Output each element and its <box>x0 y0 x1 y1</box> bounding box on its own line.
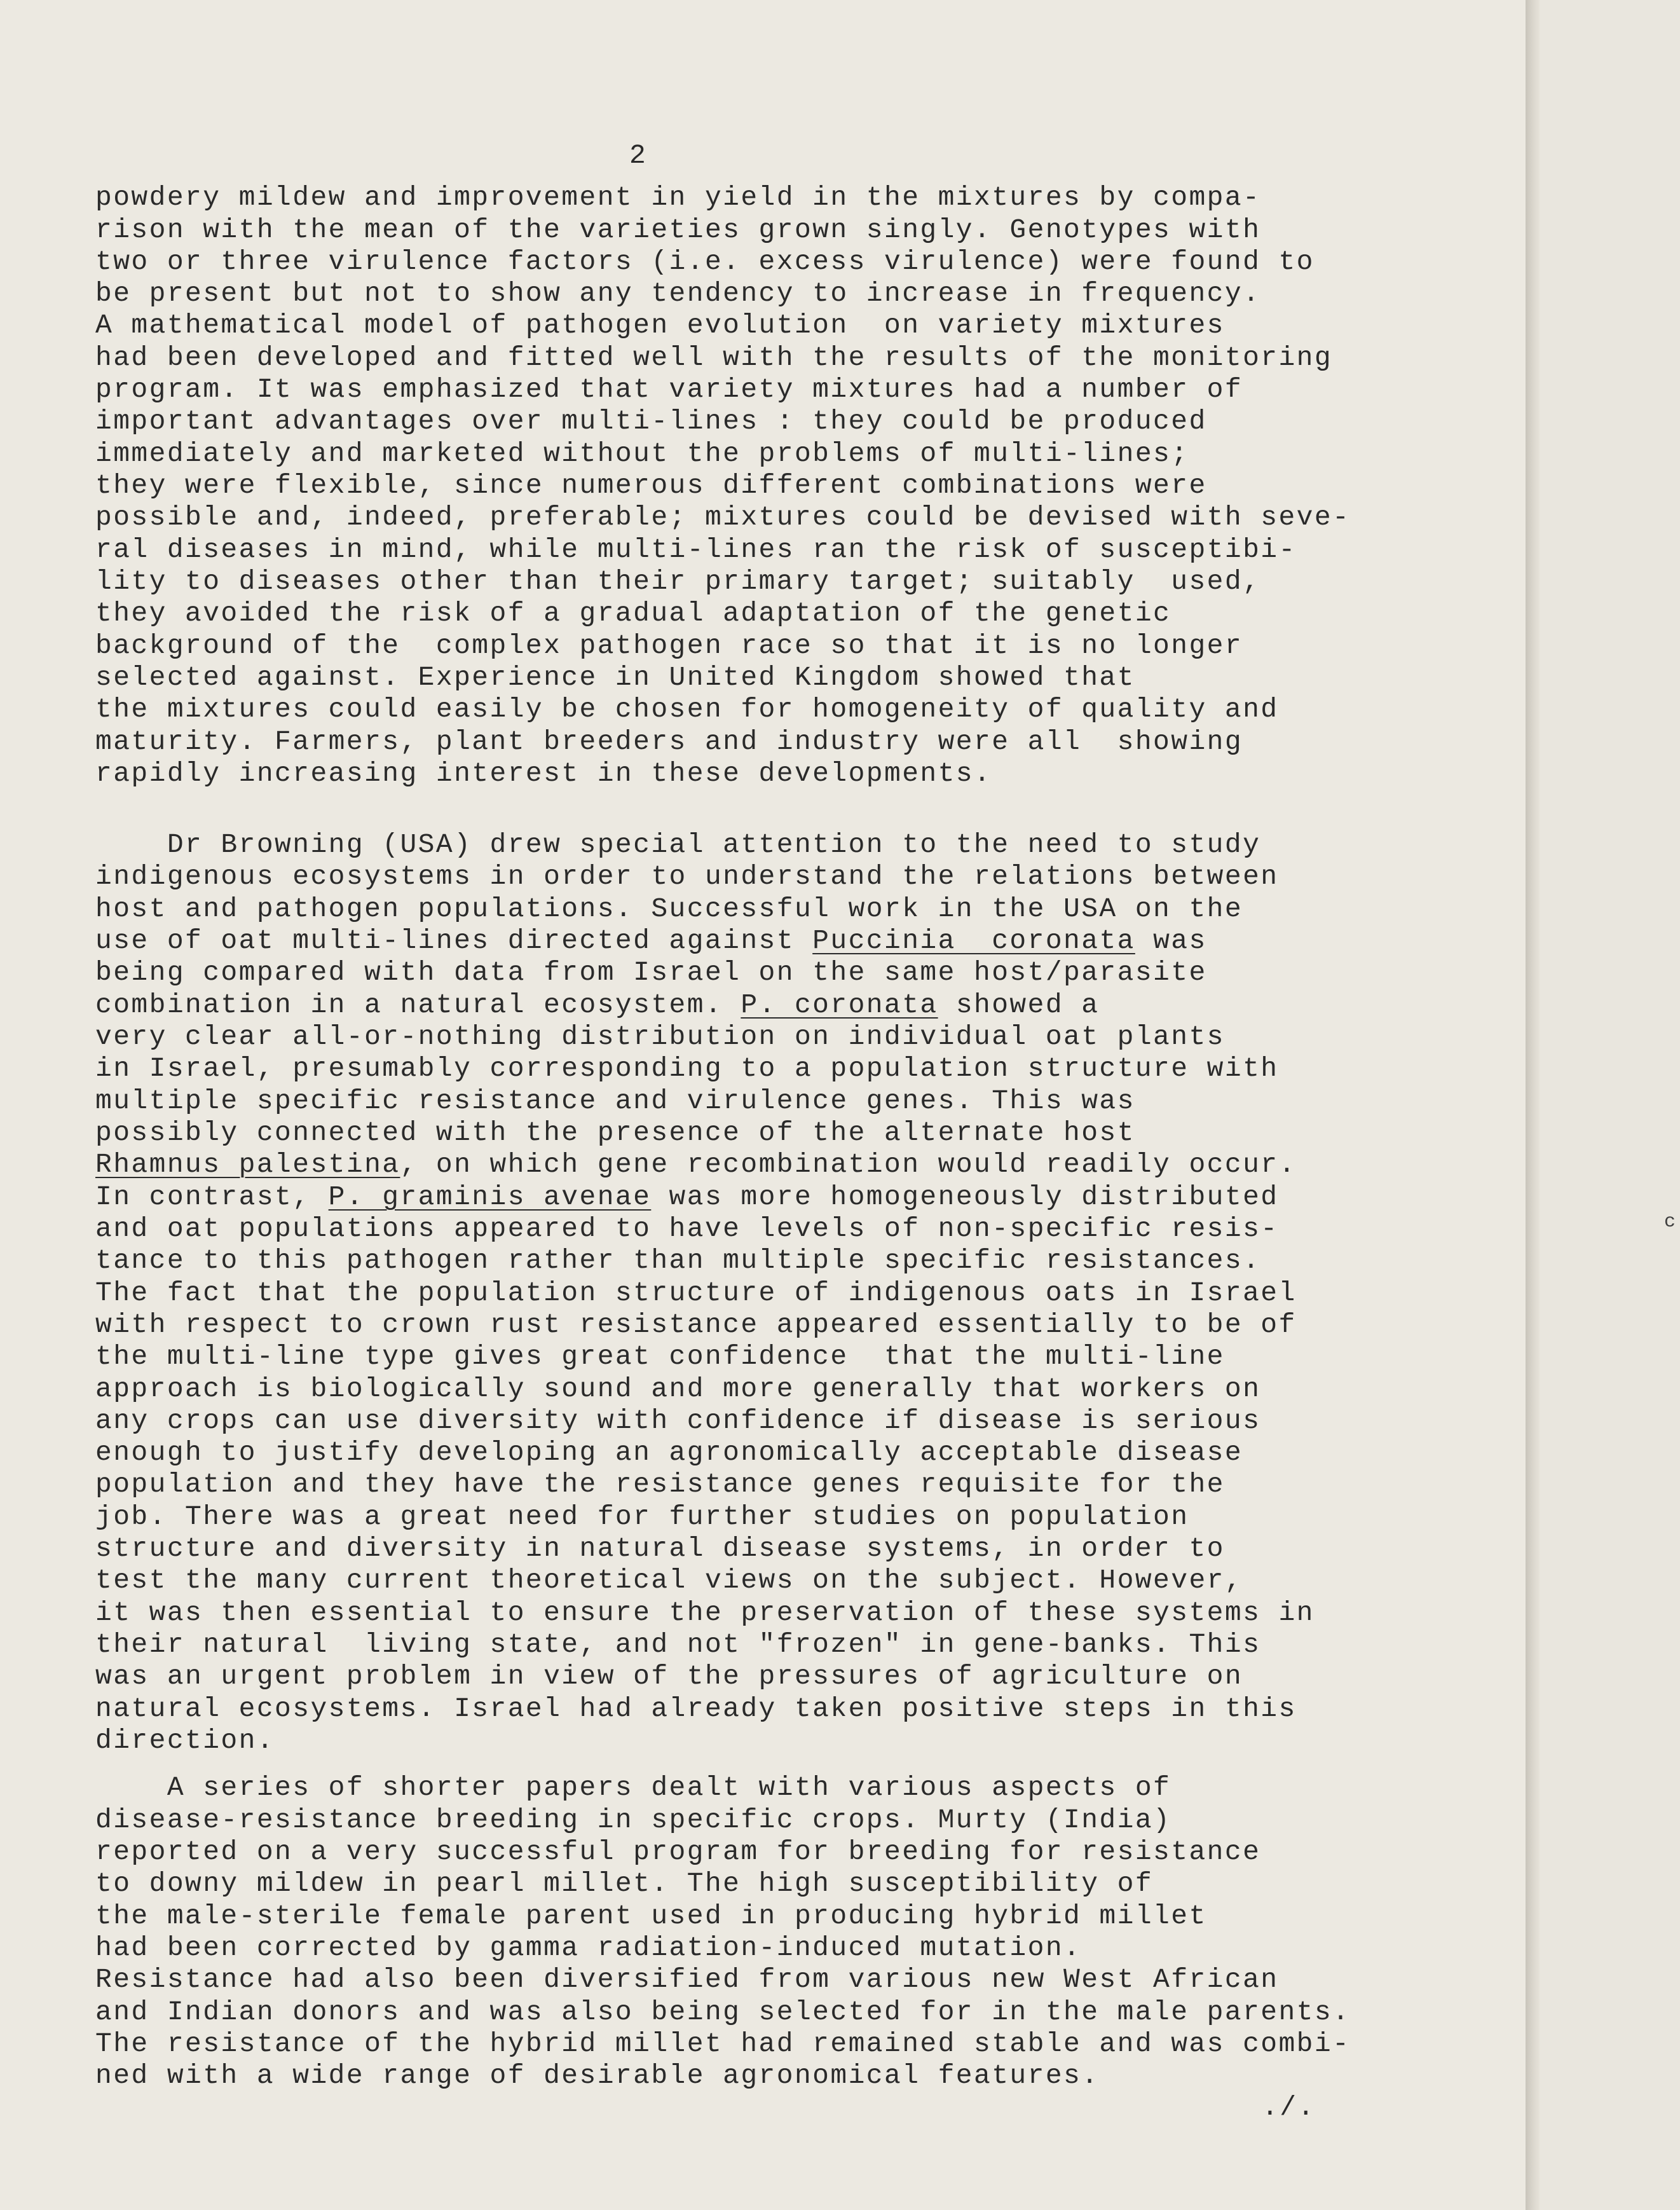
text-line: in Israel, presumably corresponding to a population structure with <box>95 1053 1279 1084</box>
text-line: multiple specific resistance and virulence genes. This was <box>95 1085 1135 1116</box>
text-line: Resistance had also been diversified from various new West African <box>95 1964 1279 1995</box>
text-line: ned with a wide range of desirable agronomical features. <box>95 2060 1100 2091</box>
text-line: reported on a very successful program for breeding for resistance <box>95 1836 1261 1867</box>
text-line: with respect to crown rust resistance appeared essentially to be of <box>95 1309 1297 1340</box>
text-line <box>95 924 1207 957</box>
text-line: test the many current theoretical views on the subject. However, <box>95 1565 1243 1596</box>
text-line: it was then essential to ensure the preservation of these systems in <box>95 1597 1315 1628</box>
text-line: indigenous ecosystems in order to understand the relations between <box>95 861 1279 892</box>
text-line: enough to justify developing an agronomically acceptable disease <box>95 1437 1243 1468</box>
text-line: job. There was a great need for further studies on population <box>95 1501 1189 1532</box>
species-name-underlined: P. graminis avenae <box>328 1181 652 1212</box>
text-line: possible and, indeed, preferable; mixtures could be devised with seve- <box>95 502 1351 533</box>
text-line: The fact that the population structure of indigenous oats in Israel <box>95 1277 1297 1308</box>
species-name-underlined: Rhamnus palestina <box>95 1149 400 1180</box>
text-line: be present but not to show any tendency to increase in frequency. <box>95 278 1261 309</box>
text-line <box>95 989 1099 1022</box>
text-line: and oat populations appeared to have levels of non-specific resis- <box>95 1213 1279 1244</box>
text-line: the mixtures could easily be chosen for homogeneity of quality and <box>95 694 1279 725</box>
text-line: and Indian donors and was also being selected for in the male parents. <box>95 1996 1351 2028</box>
text-line: A series of shorter papers dealt with various aspects of <box>95 1772 1171 1803</box>
text-line: two or three virulence factors (i.e. excess virulence) were found to <box>95 246 1315 277</box>
text-run: was more homogeneously distributed <box>651 1181 1279 1212</box>
text-line: background of the complex pathogen race so that it is no longer <box>95 630 1243 661</box>
species-name-underlined: Puccinia coronata <box>812 925 1135 956</box>
text-run: In contrast, <box>95 1181 329 1212</box>
text-line: The resistance of the hybrid millet had remained stable and was combi- <box>95 2028 1351 2059</box>
text-line: was an urgent problem in view of the pressures of agriculture on <box>95 1661 1243 1692</box>
page-number: 2 <box>629 140 648 171</box>
text-line: structure and diversity in natural disease systems, in order to <box>95 1533 1225 1564</box>
text-run: , on which gene recombination would readily occur. <box>400 1149 1297 1180</box>
text-line: important advantages over multi-lines : they could be produced <box>95 406 1207 437</box>
text-line: direction. <box>95 1725 275 1756</box>
text-line: had been developed and fitted well with the results of the monitoring <box>95 342 1333 373</box>
text-line: being compared with data from Israel on the same host/parasite <box>95 957 1207 988</box>
text-line: rison with the mean of the varieties grown singly. Genotypes with <box>95 214 1261 245</box>
text-line: their natural living state, and not "frozen" in gene-banks. This <box>95 1629 1261 1660</box>
text-line: approach is biologically sound and more generally that workers on <box>95 1373 1261 1404</box>
text-line: A mathematical model of pathogen evolution on variety mixtures <box>95 310 1225 341</box>
species-name-underlined: P. coronata <box>741 989 938 1020</box>
text-run: showed a <box>938 989 1100 1020</box>
adjacent-page-fragment: c <box>1664 1211 1676 1233</box>
text-line: the multi-line type gives great confidence that the multi-line <box>95 1341 1225 1372</box>
text-line <box>95 1148 1297 1181</box>
text-line: lity to diseases other than their primary target; suitably used, <box>95 566 1261 597</box>
text-line: program. It was emphasized that variety mixtures had a number of <box>95 374 1243 405</box>
text-line: natural ecosystems. Israel had already taken positive steps in this <box>95 1693 1297 1724</box>
page-fold-shadow <box>1526 0 1540 2210</box>
text-line: population and they have the resistance genes requisite for the <box>95 1469 1225 1500</box>
text-line: they were flexible, since numerous different combinations were <box>95 470 1207 501</box>
text-line: had been corrected by gamma radiation-induced mutation. <box>95 1932 1082 1963</box>
text-run: combination in a natural ecosystem. <box>95 989 741 1020</box>
text-line <box>95 1181 1279 1214</box>
text-line: Dr Browning (USA) drew special attention to the need to study <box>95 829 1261 860</box>
continuation-mark: ./. <box>1262 2092 1316 2123</box>
adjacent-page-edge <box>1540 0 1680 2210</box>
text-run: was <box>1135 925 1207 956</box>
text-line: immediately and marketed without the problems of multi-lines; <box>95 438 1189 469</box>
text-line: very clear all-or-nothing distribution on individual oat plants <box>95 1021 1225 1052</box>
text-line: powdery mildew and improvement in yield in the mixtures by compa- <box>95 182 1261 213</box>
text-line: to downy mildew in pearl millet. The high susceptibility of <box>95 1868 1154 1899</box>
text-line: maturity. Farmers, plant breeders and industry were all showing <box>95 726 1243 757</box>
text-line: the male-sterile female parent used in producing hybrid millet <box>95 1900 1207 1932</box>
text-line: possibly connected with the presence of the alternate host <box>95 1117 1135 1148</box>
text-run: use of oat multi-lines directed against <box>95 925 813 956</box>
text-line: any crops can use diversity with confidence if disease is serious <box>95 1405 1261 1436</box>
text-line: selected against. Experience in United Kingdom showed that <box>95 662 1135 693</box>
text-line: disease-resistance breeding in specific crops. Murty (India) <box>95 1804 1171 1836</box>
text-line: ral diseases in mind, while multi-lines ran the risk of susceptibi- <box>95 534 1297 565</box>
text-line: host and pathogen populations. Successful work in the USA on the <box>95 893 1243 924</box>
text-line: tance to this pathogen rather than multiple specific resistances. <box>95 1245 1261 1276</box>
text-line: rapidly increasing interest in these developments. <box>95 758 992 789</box>
text-line: they avoided the risk of a gradual adaptation of the genetic <box>95 598 1171 629</box>
